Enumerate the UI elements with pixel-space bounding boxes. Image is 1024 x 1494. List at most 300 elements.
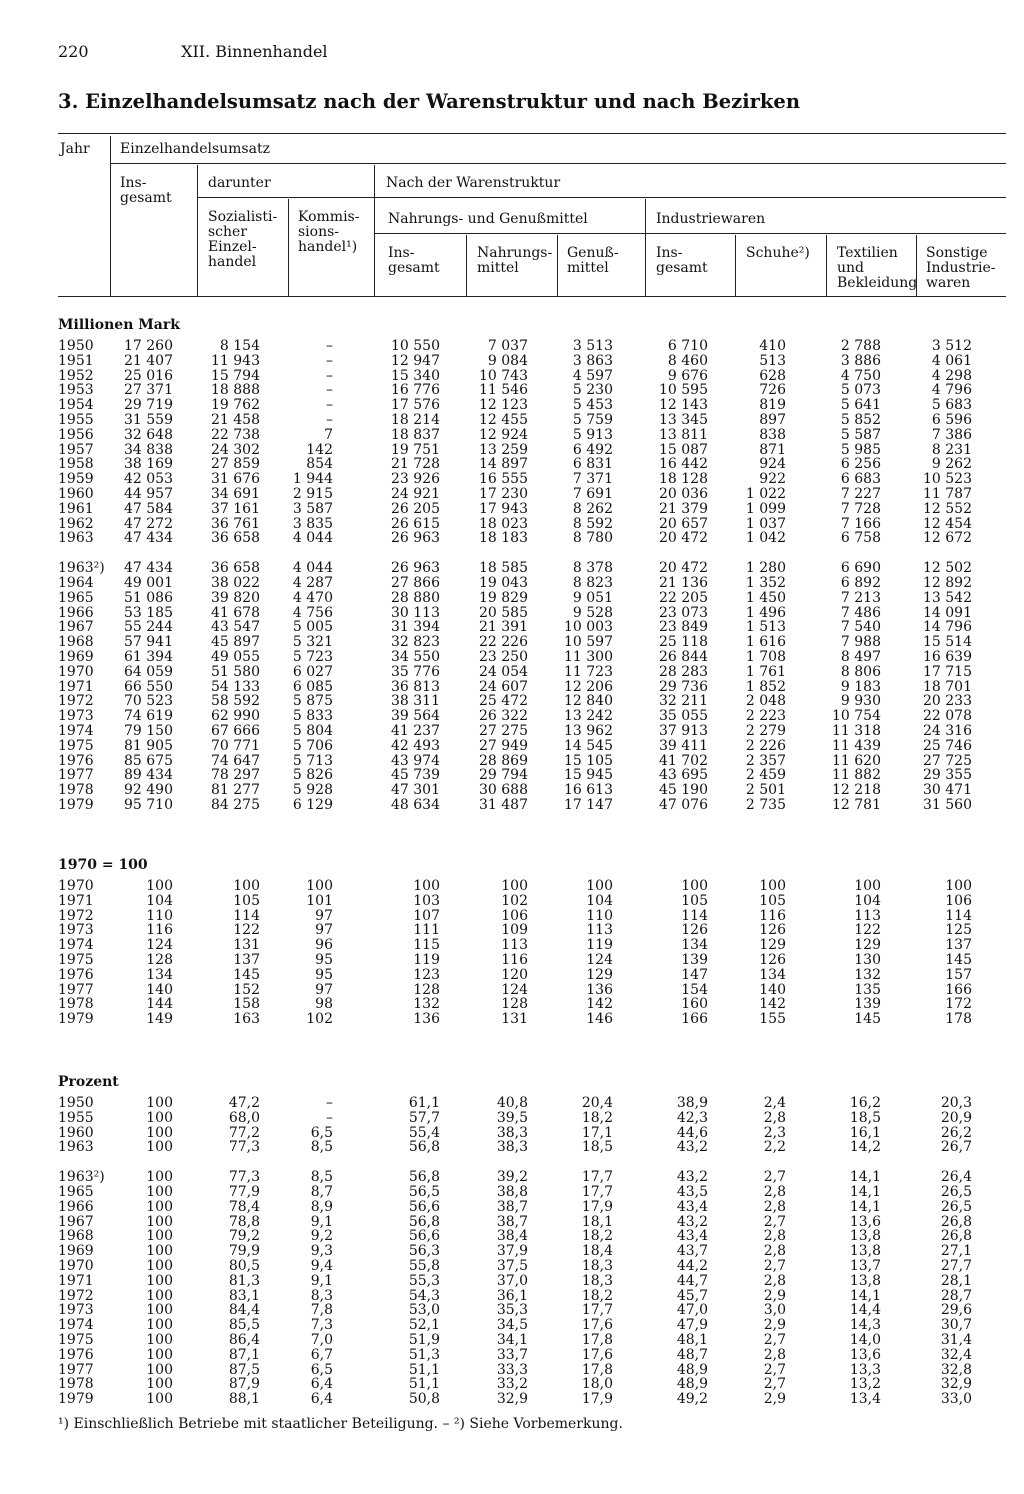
year-cell: 1955 — [58, 412, 94, 428]
value-cell: 26 844 — [659, 649, 708, 665]
value-cell: 2,7 — [763, 1376, 786, 1392]
header-einzelhandelsumsatz: Einzelhandelsumsatz — [120, 141, 270, 157]
value-cell: 20,4 — [581, 1095, 613, 1111]
value-cell: 12 454 — [923, 516, 972, 532]
value-cell: 61 394 — [124, 649, 173, 665]
year-cell: 1966 — [58, 1199, 94, 1215]
value-cell: 8,9 — [310, 1199, 333, 1215]
value-cell: 8,5 — [310, 1139, 333, 1155]
value-cell: 5 713 — [292, 753, 333, 769]
value-cell: 53,0 — [408, 1302, 440, 1318]
value-cell: 44 957 — [124, 486, 173, 502]
value-cell: 5 683 — [931, 397, 972, 413]
value-cell: 2 735 — [745, 797, 786, 813]
value-cell: 51,1 — [408, 1362, 440, 1378]
year-cell: 1956 — [58, 427, 94, 443]
value-cell: 158 — [233, 996, 260, 1012]
value-cell: 26 963 — [391, 530, 440, 546]
value-cell: 28,1 — [940, 1273, 972, 1289]
value-cell: 12 672 — [923, 530, 972, 546]
value-cell: 2 048 — [745, 693, 786, 709]
value-cell: 30 471 — [923, 782, 972, 798]
value-cell: 53 185 — [124, 605, 173, 621]
value-cell: 9,1 — [310, 1214, 333, 1230]
value-cell: 513 — [759, 353, 786, 369]
year-cell: 1957 — [58, 442, 94, 458]
value-cell: 7 540 — [840, 619, 881, 635]
value-cell: 42,3 — [676, 1110, 708, 1126]
value-cell: 5 852 — [840, 412, 881, 428]
value-cell: 80,5 — [228, 1258, 260, 1274]
table-row — [0, 413, 1024, 428]
value-cell: 9,3 — [310, 1243, 333, 1259]
year-cell: 1966 — [58, 605, 94, 621]
value-cell: 924 — [759, 456, 786, 472]
value-cell: 9,4 — [310, 1258, 333, 1274]
value-cell: 6 492 — [572, 442, 613, 458]
table-row — [0, 1111, 1024, 1126]
value-cell: 2 226 — [745, 738, 786, 754]
value-cell: 9,2 — [310, 1228, 333, 1244]
value-cell: 23 849 — [659, 619, 708, 635]
value-cell: 89 434 — [124, 767, 173, 783]
value-cell: 81,3 — [228, 1273, 260, 1289]
value-cell: 14 897 — [479, 456, 528, 472]
table-row — [0, 561, 1024, 576]
value-cell: 18 888 — [211, 382, 260, 398]
value-cell: 56,3 — [408, 1243, 440, 1259]
value-cell: 24 302 — [211, 442, 260, 458]
year-cell: 1952 — [58, 368, 94, 384]
value-cell: 21 458 — [211, 412, 260, 428]
value-cell: 39,5 — [496, 1110, 528, 1126]
table-row — [0, 339, 1024, 354]
value-cell: 21 407 — [124, 353, 173, 369]
col-divider — [735, 235, 736, 296]
value-cell: 11 300 — [564, 649, 613, 665]
year-cell: 1967 — [58, 619, 94, 635]
value-cell: 78 297 — [211, 767, 260, 783]
value-cell: 96 — [315, 937, 333, 953]
value-cell: 100 — [146, 1095, 173, 1111]
value-cell: 12 840 — [564, 693, 613, 709]
value-cell: 854 — [306, 456, 333, 472]
value-cell: 20,3 — [940, 1095, 972, 1111]
table-row — [0, 968, 1024, 983]
value-cell: 13 345 — [659, 412, 708, 428]
year-cell: 1979 — [58, 1391, 94, 1407]
value-cell: 56,8 — [408, 1169, 440, 1185]
value-cell: 6 831 — [572, 456, 613, 472]
value-cell: 34 838 — [124, 442, 173, 458]
header-sonstige: Sonstige Industrie- waren — [926, 245, 996, 291]
value-cell: 819 — [759, 397, 786, 413]
value-cell: 43,2 — [676, 1139, 708, 1155]
value-cell: 8,3 — [310, 1288, 333, 1304]
value-cell: 2,8 — [763, 1347, 786, 1363]
value-cell: 2,7 — [763, 1362, 786, 1378]
value-cell: 40,8 — [496, 1095, 528, 1111]
value-cell: 7 213 — [840, 590, 881, 606]
value-cell: 1 037 — [745, 516, 786, 532]
value-cell: 5 005 — [292, 619, 333, 635]
value-cell: 13,8 — [849, 1243, 881, 1259]
value-cell: 51,9 — [408, 1332, 440, 1348]
value-cell: 16,2 — [849, 1095, 881, 1111]
value-cell: 1 450 — [745, 590, 786, 606]
value-cell: 20 472 — [659, 530, 708, 546]
table-row — [0, 635, 1024, 650]
value-cell: 18 585 — [479, 560, 528, 576]
value-cell: 24 607 — [479, 679, 528, 695]
value-cell: 55 244 — [124, 619, 173, 635]
value-cell: 33,3 — [496, 1362, 528, 1378]
value-cell: – — [326, 412, 333, 428]
value-cell: 628 — [759, 368, 786, 384]
value-cell: 13,2 — [849, 1376, 881, 1392]
value-cell: 12 123 — [479, 397, 528, 413]
value-cell: 28,7 — [940, 1288, 972, 1304]
value-cell: 31,4 — [940, 1332, 972, 1348]
value-cell: 39,2 — [496, 1169, 528, 1185]
value-cell: 102 — [501, 893, 528, 909]
value-cell: 17,6 — [581, 1347, 613, 1363]
value-cell: 38,8 — [496, 1184, 528, 1200]
value-cell: 10 743 — [479, 368, 528, 384]
table-row — [0, 768, 1024, 783]
year-cell: 1968 — [58, 1228, 94, 1244]
value-cell: 16 442 — [659, 456, 708, 472]
value-cell: 22 205 — [659, 590, 708, 606]
header-warenstruktur: Nach der Warenstruktur — [386, 175, 561, 191]
value-cell: 49 055 — [211, 649, 260, 665]
value-cell: 64 059 — [124, 664, 173, 680]
value-cell: 128 — [146, 952, 173, 968]
value-cell: 13,8 — [849, 1228, 881, 1244]
value-cell: 100 — [146, 1258, 173, 1274]
value-cell: 18,2 — [581, 1288, 613, 1304]
table-row — [0, 709, 1024, 724]
value-cell: 1 496 — [745, 605, 786, 621]
value-cell: 8 231 — [931, 442, 972, 458]
value-cell: 86,4 — [228, 1332, 260, 1348]
value-cell: 57,7 — [408, 1110, 440, 1126]
value-cell: 126 — [681, 922, 708, 938]
value-cell: 6 596 — [931, 412, 972, 428]
value-cell: 100 — [854, 878, 881, 894]
value-cell: 18,5 — [849, 1110, 881, 1126]
header-ng-insgesamt: Ins- gesamt — [388, 245, 440, 276]
value-cell: 18,3 — [581, 1273, 613, 1289]
value-cell: 47,2 — [228, 1095, 260, 1111]
value-cell: 2 915 — [292, 486, 333, 502]
value-cell: 2,4 — [763, 1095, 786, 1111]
table-row — [0, 783, 1024, 798]
value-cell: 29 736 — [659, 679, 708, 695]
value-cell: 31 560 — [923, 797, 972, 813]
value-cell: 28 283 — [659, 664, 708, 680]
value-cell: 16,1 — [849, 1125, 881, 1141]
value-cell: 17,7 — [581, 1302, 613, 1318]
value-cell: 18,3 — [581, 1258, 613, 1274]
value-cell: 39 411 — [659, 738, 708, 754]
value-cell: 29 355 — [923, 767, 972, 783]
value-cell: 4 796 — [931, 382, 972, 398]
value-cell: 56,8 — [408, 1139, 440, 1155]
value-cell: 17,7 — [581, 1169, 613, 1185]
value-cell: 97 — [315, 982, 333, 998]
value-cell: 1 022 — [745, 486, 786, 502]
value-cell: 38,7 — [496, 1214, 528, 1230]
header-rule-3 — [375, 233, 1006, 234]
value-cell: 9 183 — [840, 679, 881, 695]
value-cell: 19 751 — [391, 442, 440, 458]
value-cell: 79 150 — [124, 723, 173, 739]
value-cell: 18,5 — [581, 1139, 613, 1155]
value-cell: 13,6 — [849, 1347, 881, 1363]
value-cell: 32,4 — [940, 1347, 972, 1363]
year-cell: 1977 — [58, 767, 94, 783]
value-cell: 13,7 — [849, 1258, 881, 1274]
value-cell: 17 576 — [391, 397, 440, 413]
value-cell: 31 559 — [124, 412, 173, 428]
value-cell: 51 086 — [124, 590, 173, 606]
value-cell: 52,1 — [408, 1317, 440, 1333]
value-cell: 3 513 — [572, 338, 613, 354]
value-cell: 8,5 — [310, 1169, 333, 1185]
header-genussmittel: Genuß- mittel — [567, 245, 619, 276]
year-cell: 1975 — [58, 1332, 94, 1348]
value-cell: 4 287 — [292, 575, 333, 591]
value-cell: 7,8 — [310, 1302, 333, 1318]
value-cell: 1 042 — [745, 530, 786, 546]
table-row — [0, 923, 1024, 938]
value-cell: 48,9 — [676, 1362, 708, 1378]
value-cell: 47 272 — [124, 516, 173, 532]
year-cell: 1977 — [58, 1362, 94, 1378]
value-cell: 5 723 — [292, 649, 333, 665]
value-cell: 45 190 — [659, 782, 708, 798]
year-cell: 1962 — [58, 516, 94, 532]
year-cell: 1968 — [58, 634, 94, 650]
value-cell: 2,9 — [763, 1391, 786, 1407]
year-cell: 1963²) — [58, 1169, 105, 1185]
value-cell: 14,2 — [849, 1139, 881, 1155]
value-cell: 5 875 — [292, 693, 333, 709]
value-cell: 21 391 — [479, 619, 528, 635]
value-cell: 129 — [586, 967, 613, 983]
value-cell: 77,2 — [228, 1125, 260, 1141]
value-cell: 17,8 — [581, 1362, 613, 1378]
table-row — [0, 694, 1024, 709]
value-cell: 7 — [324, 427, 333, 443]
value-cell: 37,5 — [496, 1258, 528, 1274]
value-cell: 12 455 — [479, 412, 528, 428]
table-row — [0, 1140, 1024, 1155]
value-cell: 163 — [233, 1011, 260, 1027]
value-cell: 66 550 — [124, 679, 173, 695]
table-row — [0, 724, 1024, 739]
value-cell: 12 552 — [923, 501, 972, 517]
value-cell: 34,5 — [496, 1317, 528, 1333]
value-cell: 8 823 — [572, 575, 613, 591]
value-cell: 38,3 — [496, 1125, 528, 1141]
value-cell: 101 — [306, 893, 333, 909]
year-cell: 1967 — [58, 1214, 94, 1230]
value-cell: 14,4 — [849, 1302, 881, 1318]
value-cell: 134 — [146, 967, 173, 983]
value-cell: 1 280 — [745, 560, 786, 576]
year-cell: 1960 — [58, 486, 94, 502]
value-cell: 139 — [854, 996, 881, 1012]
footnote: ¹) Einschließlich Betriebe mit staatlicher Beteiligung. – ²) Siehe Vorbemerkung. — [58, 1416, 623, 1432]
value-cell: 17,9 — [581, 1391, 613, 1407]
value-cell: – — [326, 382, 333, 398]
value-cell: 100 — [945, 878, 972, 894]
value-cell: 27,1 — [940, 1243, 972, 1259]
value-cell: 100 — [146, 1347, 173, 1363]
value-cell: 32,8 — [940, 1362, 972, 1378]
value-cell: 142 — [759, 996, 786, 1012]
value-cell: 125 — [945, 922, 972, 938]
value-cell: 26 963 — [391, 560, 440, 576]
value-cell: 15 087 — [659, 442, 708, 458]
value-cell: 19 043 — [479, 575, 528, 591]
value-cell: 126 — [759, 952, 786, 968]
value-cell: 1 852 — [745, 679, 786, 695]
value-cell: 2,7 — [763, 1332, 786, 1348]
value-cell: 20 585 — [479, 605, 528, 621]
year-cell: 1973 — [58, 708, 94, 724]
table-row — [0, 1274, 1024, 1289]
value-cell: 104 — [586, 893, 613, 909]
value-cell: 145 — [854, 1011, 881, 1027]
value-cell: 5 706 — [292, 738, 333, 754]
value-cell: 10 523 — [923, 471, 972, 487]
value-cell: 24 316 — [923, 723, 972, 739]
value-cell: 27 725 — [923, 753, 972, 769]
value-cell: 39 564 — [391, 708, 440, 724]
value-cell: 16 776 — [391, 382, 440, 398]
value-cell: 11 318 — [832, 723, 881, 739]
value-cell: 2,7 — [763, 1169, 786, 1185]
value-cell: 13,3 — [849, 1362, 881, 1378]
value-cell: 88,1 — [228, 1391, 260, 1407]
table-row — [0, 383, 1024, 398]
value-cell: 100 — [146, 1317, 173, 1333]
value-cell: 18,2 — [581, 1110, 613, 1126]
value-cell: 18 837 — [391, 427, 440, 443]
col-divider — [110, 136, 111, 296]
value-cell: 58 592 — [211, 693, 260, 709]
value-cell: 85,5 — [228, 1317, 260, 1333]
value-cell: 38 022 — [211, 575, 260, 591]
table-row — [0, 1318, 1024, 1333]
year-cell: 1969 — [58, 649, 94, 665]
value-cell: 10 595 — [659, 382, 708, 398]
value-cell: 1 352 — [745, 575, 786, 591]
value-cell: 20 036 — [659, 486, 708, 502]
table-title: 3. Einzelhandelsumsatz nach der Warenstruktur und nach Bezirken — [58, 90, 801, 113]
value-cell: 2,7 — [763, 1258, 786, 1274]
value-cell: 137 — [945, 937, 972, 953]
value-cell: 43,7 — [676, 1243, 708, 1259]
value-cell: 42 053 — [124, 471, 173, 487]
value-cell: 32 823 — [391, 634, 440, 650]
value-cell: 26,2 — [940, 1125, 972, 1141]
value-cell: 38,4 — [496, 1228, 528, 1244]
table-row — [0, 1348, 1024, 1363]
value-cell: 100 — [413, 878, 440, 894]
value-cell: 29,6 — [940, 1302, 972, 1318]
value-cell: 38 311 — [391, 693, 440, 709]
year-cell: 1975 — [58, 738, 94, 754]
value-cell: 4 044 — [292, 560, 333, 576]
value-cell: 70 523 — [124, 693, 173, 709]
value-cell: 100 — [146, 1288, 173, 1304]
value-cell: 37,9 — [496, 1243, 528, 1259]
value-cell: 2,2 — [763, 1139, 786, 1155]
value-cell: 95 — [315, 967, 333, 983]
value-cell: 48 634 — [391, 797, 440, 813]
value-cell: 87,1 — [228, 1347, 260, 1363]
value-cell: 110 — [586, 908, 613, 924]
value-cell: – — [326, 1095, 333, 1111]
value-cell: 11 439 — [832, 738, 881, 754]
header-iw-insgesamt: Ins- gesamt — [656, 245, 708, 276]
value-cell: 142 — [306, 442, 333, 458]
value-cell: 26,5 — [940, 1199, 972, 1215]
value-cell: 7 691 — [572, 486, 613, 502]
value-cell: 100 — [586, 878, 613, 894]
value-cell: 146 — [586, 1011, 613, 1027]
value-cell: 6 027 — [292, 664, 333, 680]
value-cell: 119 — [586, 937, 613, 953]
table-row — [0, 620, 1024, 635]
value-cell: 47 584 — [124, 501, 173, 517]
value-cell: 110 — [146, 908, 173, 924]
value-cell: 48,1 — [676, 1332, 708, 1348]
value-cell: 104 — [854, 893, 881, 909]
year-cell: 1970 — [58, 1258, 94, 1274]
year-cell: 1958 — [58, 456, 94, 472]
value-cell: 1 761 — [745, 664, 786, 680]
value-cell: 12 502 — [923, 560, 972, 576]
value-cell: 105 — [759, 893, 786, 909]
value-cell: 95 710 — [124, 797, 173, 813]
value-cell: 36 658 — [211, 530, 260, 546]
value-cell: 14 091 — [923, 605, 972, 621]
value-cell: 145 — [233, 967, 260, 983]
value-cell: 33,2 — [496, 1376, 528, 1392]
year-cell: 1950 — [58, 1095, 94, 1111]
value-cell: 14,1 — [849, 1199, 881, 1215]
value-cell: 85 675 — [124, 753, 173, 769]
value-cell: 5 453 — [572, 397, 613, 413]
value-cell: 107 — [413, 908, 440, 924]
value-cell: – — [326, 397, 333, 413]
value-cell: 11 723 — [564, 664, 613, 680]
year-cell: 1965 — [58, 1184, 94, 1200]
value-cell: 25 746 — [923, 738, 972, 754]
value-cell: 14 545 — [564, 738, 613, 754]
value-cell: 100 — [146, 1139, 173, 1155]
value-cell: 6,4 — [310, 1376, 333, 1392]
value-cell: 2,8 — [763, 1110, 786, 1126]
header-jahr: Jahr — [60, 141, 90, 157]
value-cell: 149 — [146, 1011, 173, 1027]
value-cell: 100 — [146, 1199, 173, 1215]
